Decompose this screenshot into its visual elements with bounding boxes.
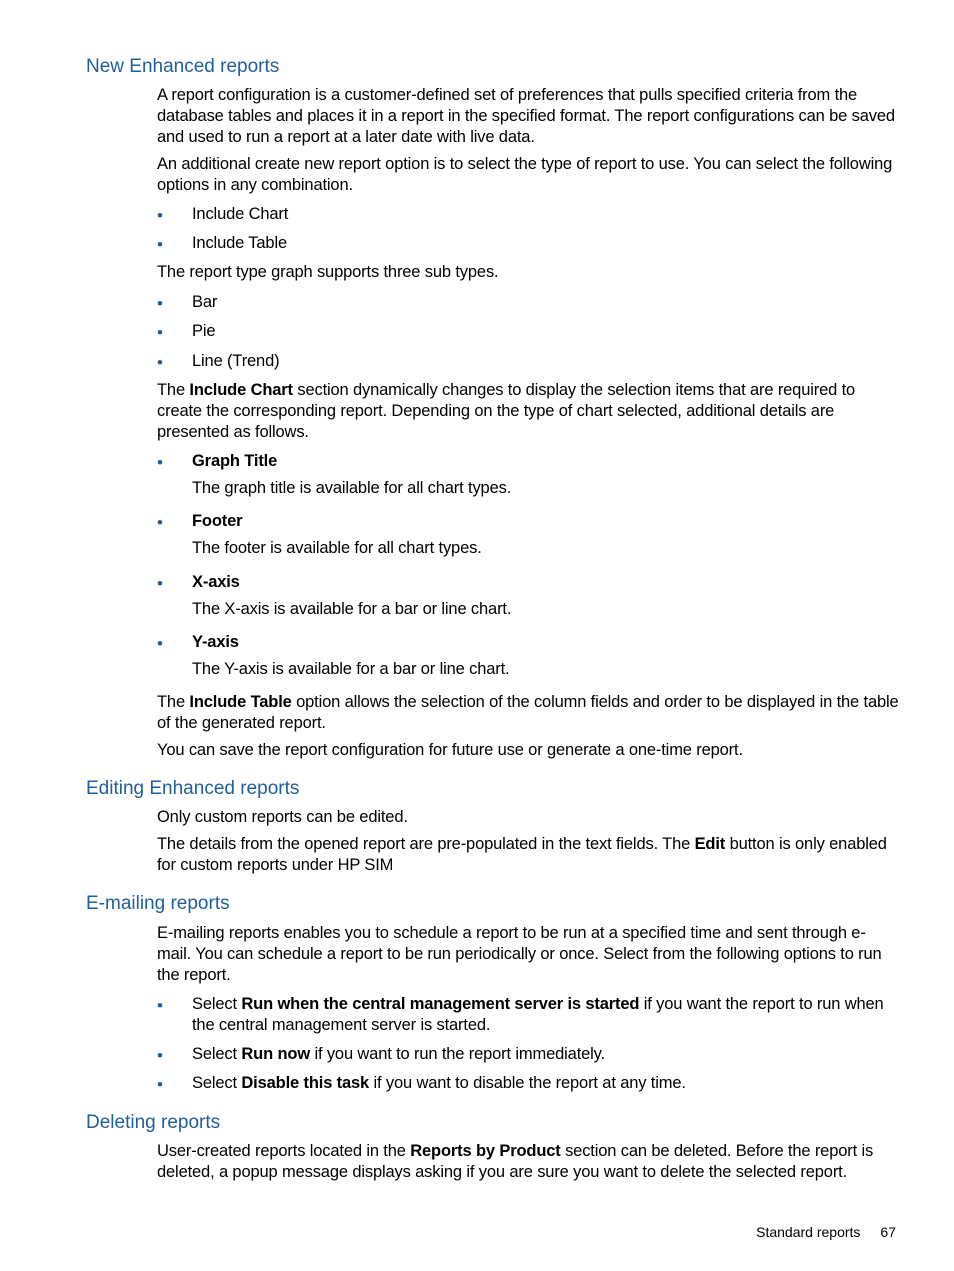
- section-heading-new-enhanced-reports: New Enhanced reports: [86, 56, 280, 77]
- page-footer: [756, 1222, 896, 1242]
- definition-desc: The Y-axis is available for a bar or line chart.: [192, 660, 510, 678]
- bullet-icon: •: [157, 634, 163, 653]
- paragraph: User-created reports located in the Reports by Product section can be deleted. Before the report is deleted, a popup message displays asking if you are sure you want to delete the selected report.: [157, 1142, 874, 1181]
- list-item: Select Disable this task if you want to disable the report at any time.: [192, 1074, 686, 1092]
- definition-desc: The X-axis is available for a bar or line chart.: [192, 600, 512, 618]
- bullet-icon: •: [157, 996, 163, 1015]
- definition-desc: The graph title is available for all chart types.: [192, 479, 512, 497]
- bold-term: Edit: [694, 835, 726, 853]
- list-item: Line (Trend): [192, 352, 280, 370]
- list-item: Include Table: [192, 234, 287, 252]
- bold-term: Include Table: [189, 693, 292, 711]
- definition-term: Graph Title: [192, 452, 278, 470]
- list-item: Include Chart: [192, 205, 289, 223]
- paragraph: A report configuration is a customer-defined set of preferences that pulls specified criteria from the database tables and places it in a report in the specified format. The report configurations can be saved and used to run a report at a later date with live data.: [157, 86, 895, 146]
- list-item: Pie: [192, 322, 216, 340]
- definition-term: X-axis: [192, 573, 240, 591]
- paragraph: You can save the report configuration for future use or generate a one-time report.: [157, 741, 743, 759]
- paragraph: An additional create new report option is to select the type of report to use. You can select the following options in any combination.: [157, 155, 893, 194]
- bullet-icon: •: [157, 1075, 163, 1094]
- bullet-icon: •: [157, 574, 163, 593]
- paragraph: The Include Table option allows the selection of the column fields and order to be displayed in the table of the generated report.: [157, 693, 899, 732]
- bullet-icon: •: [157, 453, 163, 472]
- section-heading-editing-enhanced-reports: Editing Enhanced reports: [86, 778, 300, 799]
- paragraph: Only custom reports can be edited.: [157, 808, 408, 826]
- paragraph: The details from the opened report are pre-populated in the text fields. The Edit button is only enabled for custom reports under HP SIM: [157, 835, 887, 874]
- bold-term: Reports by Product: [410, 1142, 561, 1160]
- bullet-icon: •: [157, 206, 163, 225]
- paragraph: E-mailing reports enables you to schedule a report to be run at a specified time and sent through e-mail. You can schedule a report to be run periodically or once. Select from the following options to run the report.: [157, 924, 882, 984]
- definition-desc: The footer is available for all chart types.: [192, 539, 482, 557]
- bullet-icon: •: [157, 1046, 163, 1065]
- bold-term: Include Chart: [189, 381, 293, 399]
- definition-term: Y-axis: [192, 633, 239, 651]
- bullet-icon: •: [157, 294, 163, 313]
- list-item: Select Run now if you want to run the report immediately.: [192, 1045, 605, 1063]
- section-heading-emailing-reports: E-mailing reports: [86, 893, 230, 914]
- list-item: Bar: [192, 293, 218, 311]
- bullet-icon: •: [157, 353, 163, 372]
- bullet-icon: •: [157, 513, 163, 532]
- paragraph: The report type graph supports three sub types.: [157, 263, 499, 281]
- footer-label: Standard reports: [756, 1224, 861, 1240]
- page-number: 67: [880, 1224, 896, 1240]
- section-heading-deleting-reports: Deleting reports: [86, 1112, 221, 1133]
- list-item: Select Run when the central management server is started if you want the report to run when the central management server is started.: [192, 995, 884, 1034]
- bullet-icon: •: [157, 323, 163, 342]
- definition-term: Footer: [192, 512, 243, 530]
- paragraph: The Include Chart section dynamically changes to display the selection items that are required to create the corresponding report. Depending on the type of chart selected, additional details are presented as follows.: [157, 381, 856, 441]
- bullet-icon: •: [157, 235, 163, 254]
